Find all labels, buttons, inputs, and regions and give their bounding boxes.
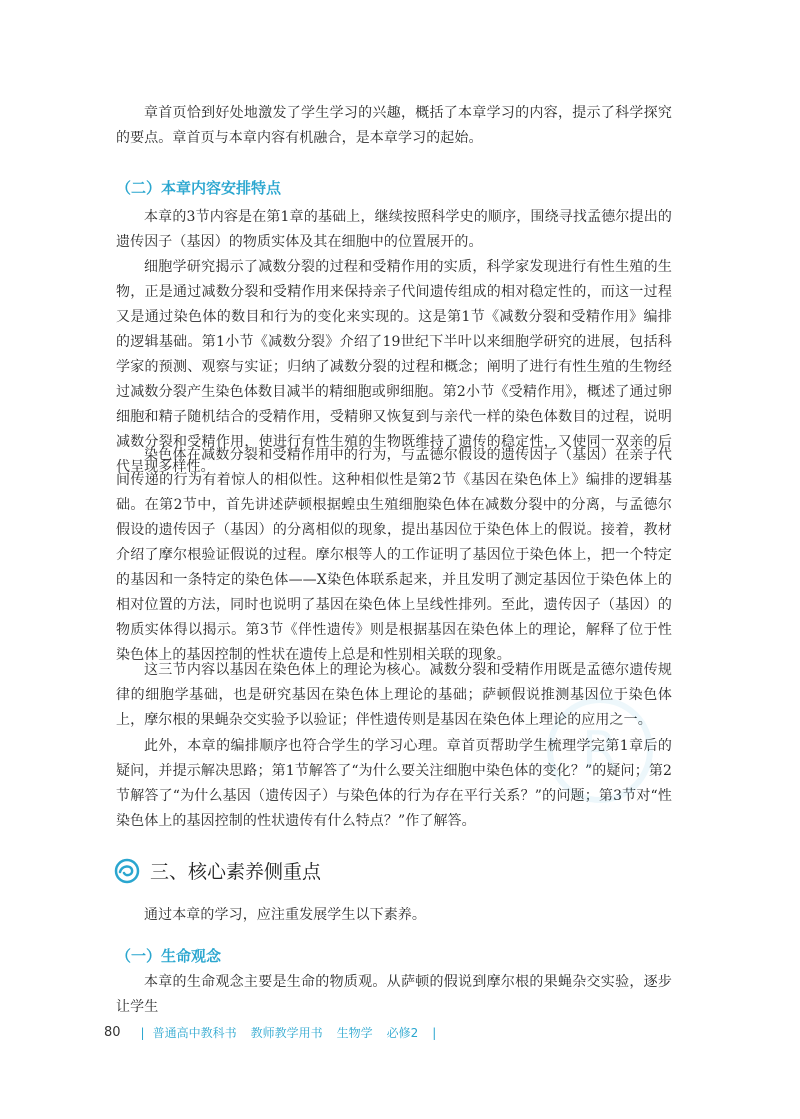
footer-book: 教师教学用书 <box>250 1026 323 1040</box>
footer-divider-end: | <box>432 1025 437 1040</box>
swirl-icon <box>114 858 140 884</box>
section-heading-core-literacy <box>114 857 321 884</box>
subheading-content-arrangement: （二）本章内容安排特点 <box>116 179 282 197</box>
section-title: 三、核心素养侧重点 <box>150 861 322 883</box>
footer-volume: 必修2 <box>386 1026 419 1040</box>
paragraph-section1-basis: 细胞学研究揭示了减数分裂的过程和受精作用的实质，科学家发现进行有性生殖的生物，正是通过减数分裂和受精作用来保持亲子代间遗传组成的相对稳定性的，而这一过程又是通过染色体的数目和行为的变化来实现的。这是第1节《减数分裂和受精作用》编排的逻辑基础。第1小节《减数分裂》介绍了19世纪下半叶以来细胞学研究的进展，包括科学家的预测、观察与实证；归纳了减数分裂的过程和概念；阐明了进行有性生殖的生物经过减数分裂产生染色体数目减半的精细胞或卵细胞。第2小节《受精作用》，概述了通过卵细胞和精子随机结合的受精作用，受精卵又恢复到与亲代一样的染色体数目的过程，说明减数分裂和受精作用，使进行有性生殖的生物既维持了遗传的稳定性，又使同一双亲的后代呈现多样性。 <box>116 259 672 475</box>
footer-divider: | <box>140 1025 145 1040</box>
svg-text:R: R <box>581 721 619 781</box>
registered-trademark-icon <box>540 690 660 810</box>
paragraph-chapter-intro: 章首页恰到好处地激发了学生学习的兴趣，概括了本章学习的内容，提示了科学探究的要点。章首页与本章内容有机融合，是本章学习的起始。 <box>116 105 672 146</box>
paragraph-section2-basis: 染色体在减数分裂和受精作用中的行为，与孟德尔假设的遗传因子（基因）在亲子代间传递的行为有着惊人的相似性。这种相似性是第2节《基因在染色体上》编排的逻辑基础。在第2节中，首先讲述萨顿根据蝗虫生殖细胞染色体在减数分裂中的分离，与孟德尔假设的遗传因子（基因）的分离相似的现象，提出基因位于染色体上的假说。接着，教材介绍了摩尔根验证假说的过程。摩尔根等人的工作证明了基因位于染色体上，把一个特定的基因和一条特定的染色体——X染色体联系起来，并且发明了测定基因位于染色体上的相对位置的方法，同时也说明了基因在染色体上呈线性排列。至此，遗传因子（基因）的物质实体得以揭示。第3节《伴性遗传》则是根据基因在染色体上的理论，解释了位于性染色体上的基因控制的性状在遗传上总是和性别相关联的现象。 <box>116 447 672 663</box>
paragraph-literacy-intro: 通过本章的学习，应注重发展学生以下素养。 <box>144 907 426 923</box>
paragraph-core-theory: 这三节内容以基因在染色体上的理论为核心。减数分裂和受精作用既是孟德尔遗传规律的细胞学基础，也是研究基因在染色体上理论的基础；萨顿假说推测基因位于染色体上，摩尔根的果蝇杂交实验予以验证；伴性遗传则是基因在染色体上理论的应用之一。 <box>116 662 672 728</box>
subheading-life-concept: （一）生命观念 <box>116 947 222 965</box>
footer-series: 普通高中教科书 <box>152 1026 237 1040</box>
paragraph-learning-psychology: 此外，本章的编排顺序也符合学生的学习心理。章首页帮助学生梳理学完第1章后的疑问，并提示解决思路；第1节解答了“为什么要关注细胞中染色体的变化？”的疑问；第2节解答了“为什么基因（遗传因子）与染色体的行为存在平行关系？”的问题；第3节对“性染色体上的基因控制的性状遗传有什么特点？”作了解答。 <box>116 738 672 829</box>
page-number: 80 <box>104 1025 121 1040</box>
paragraph-chapter-overview: 本章的3节内容是在第1章的基础上，继续按照科学史的顺序，围绕寻找孟德尔提出的遗传因子（基因）的物质实体及其在细胞中的位置展开的。 <box>116 209 672 250</box>
paragraph-life-concept: 本章的生命观念主要是生命的物质观。从萨顿的假说到摩尔根的果蝇杂交实验，逐步让学生 <box>116 974 672 1015</box>
page-footer <box>104 1024 444 1041</box>
footer-subject: 生物学 <box>336 1026 373 1040</box>
